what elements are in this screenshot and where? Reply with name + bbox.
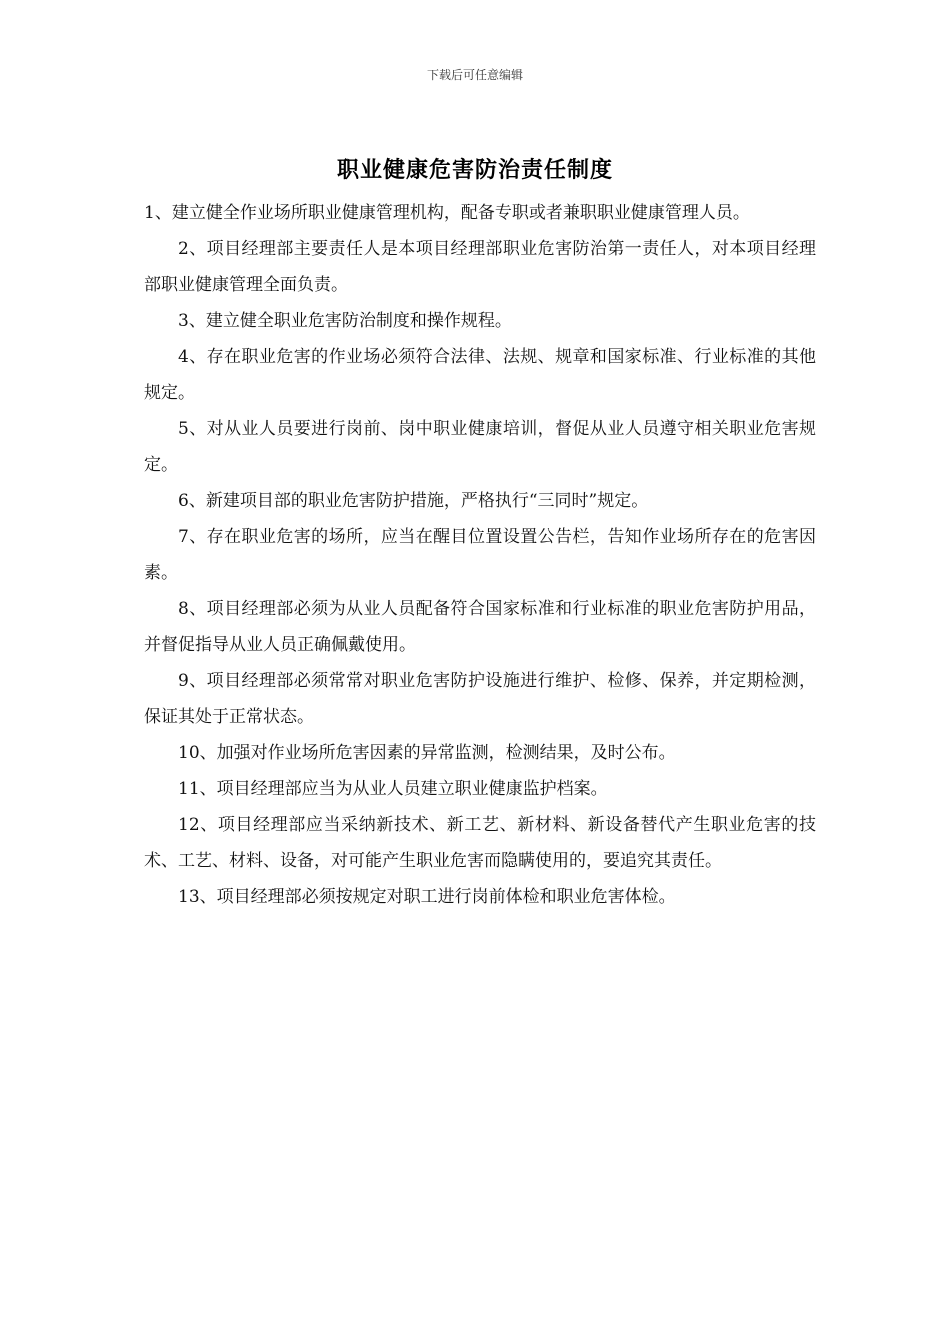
paragraph-8: 8、项目经理部必须为从业人员配备符合国家标准和行业标准的职业危害防护用品，并督促指导从业人员正确佩戴使用。 <box>144 599 816 655</box>
paragraph-6: 6、新建项目部的职业危害防护措施，严格执行“三同时”规定。 <box>178 491 649 511</box>
document-title: 职业健康危害防治责任制度 <box>336 158 613 183</box>
paragraph-7: 7、存在职业危害的场所，应当在醒目位置设置公告栏，告知作业场所存在的危害因素。 <box>144 527 816 583</box>
paragraph-3: 3、建立健全职业危害防治制度和操作规程。 <box>178 311 512 331</box>
paragraph-13: 13、项目经理部必须按规定对职工进行岗前体检和职业危害体检。 <box>178 887 676 907</box>
document-body <box>144 195 816 915</box>
paragraph-12: 12、项目经理部应当采纳新技术、新工艺、新材料、新设备替代产生职业危害的技术、工艺、材料、设备，对可能产生职业危害而隐瞒使用的，要追究其责任。 <box>144 815 816 871</box>
header-note: 下载后可任意编辑 <box>426 68 523 82</box>
paragraph-2: 2、项目经理部主要责任人是本项目经理部职业危害防治第一责任人，对本项目经理部职业健康管理全面负责。 <box>144 239 816 295</box>
paragraph-11: 11、项目经理部应当为从业人员建立职业健康监护档案。 <box>178 779 608 799</box>
paragraph-9: 9、项目经理部必须常常对职业危害防护设施进行维护、检修、保养，并定期检测，保证其处于正常状态。 <box>144 671 816 727</box>
paragraph-10: 10、加强对作业场所危害因素的异常监测，检测结果，及时公布。 <box>178 743 676 763</box>
paragraph-5: 5、对从业人员要进行岗前、岗中职业健康培训，督促从业人员遵守相关职业危害规定。 <box>144 419 816 475</box>
paragraph-1: 1、建立健全作业场所职业健康管理机构，配备专职或者兼职职业健康管理人员。 <box>144 203 750 223</box>
paragraph-4: 4、存在职业危害的作业场必须符合法律、法规、规章和国家标准、行业标准的其他规定。 <box>144 347 816 403</box>
